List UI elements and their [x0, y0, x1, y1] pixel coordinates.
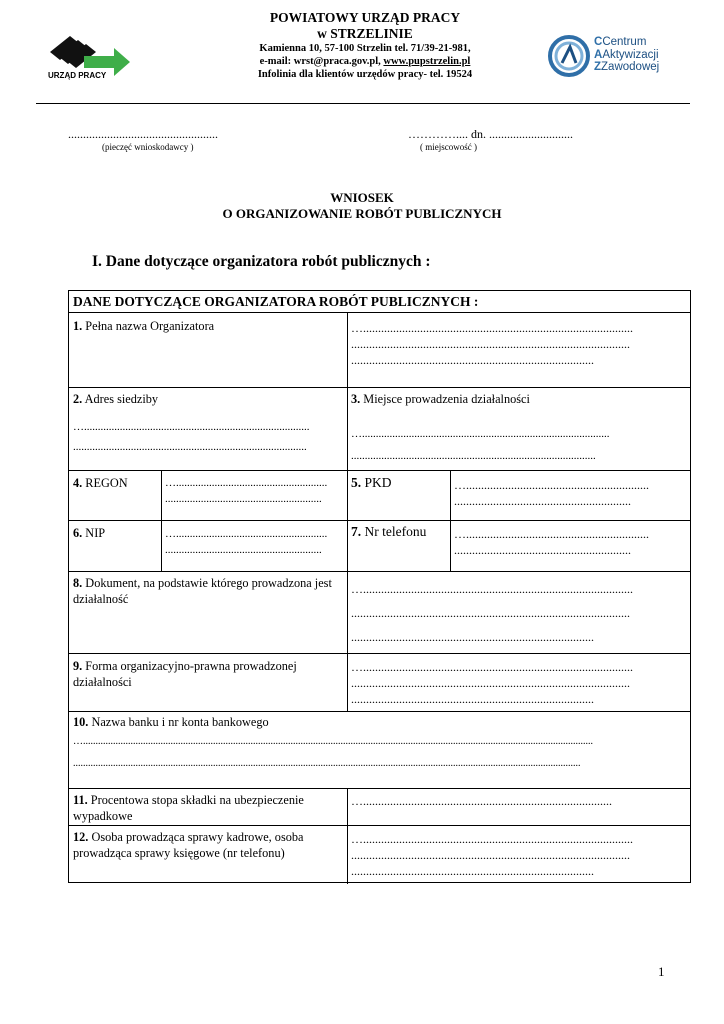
stamp-caption: (pieczęć wnioskodawcy ) — [102, 142, 194, 152]
field-label-address: 2. Adres siedziby — [73, 392, 159, 406]
field-input-hr-accounting[interactable]: ….......................................................................................... ............................................................................................. ................................................................................. — [351, 832, 633, 878]
field-label-full-name: 1. Pełna nazwa Organizatora — [73, 319, 215, 333]
place-date-field[interactable]: ………….... dn. ............................ — [408, 127, 573, 141]
office-header — [180, 10, 550, 81]
field-input-regon[interactable]: …....................................................... ......................................................... — [165, 477, 328, 505]
field-input-full-name[interactable]: ….......................................................................................... ............................................................................................. ................................................................................. — [351, 321, 633, 367]
field-label-pkd: 5. PKD — [351, 475, 392, 490]
office-contact: e-mail: wrst@praca.gov.pl, www.pupstrzelin.pl — [259, 56, 471, 67]
organizer-data-table — [68, 290, 691, 883]
caz-emblem-icon — [546, 33, 592, 79]
field-input-business-location[interactable]: ….......................................................................................... ......................................................................................... — [351, 428, 610, 462]
office-address: Kamienna 10, 57-100 Strzelin tel. 71/39-21-981, — [259, 43, 471, 54]
office-city: w STRZELINIE — [317, 26, 413, 41]
field-label-document: 8. Dokument, na podstawie którego prowadzona jest działalność — [73, 576, 332, 606]
stamp-field[interactable]: .................................................. — [68, 127, 218, 141]
office-hotline: Infolinia dla klientów urzędów pracy- tel. 19524 — [257, 69, 473, 80]
field-label-bank: 10. Nazwa banku i nr konta bankowego — [73, 715, 269, 729]
section-heading: I. Dane dotyczące organizatora robót publicznych : — [92, 253, 431, 270]
page-number: 1 — [658, 964, 665, 979]
field-label-phone: 7. Nr telefonu — [351, 524, 427, 539]
field-input-document[interactable]: ….......................................................................................... ............................................................................................. ................................................................................. — [351, 582, 633, 644]
place-caption: ( miejscowość ) — [420, 142, 477, 152]
field-input-phone[interactable]: …............................................................. ........................................................... — [454, 527, 649, 557]
field-label-hr-accounting: 12. Osoba prowadząca sprawy kadrowe, osoba prowadząca sprawy księgowe (nr telefonu) — [73, 830, 304, 860]
logo-right-line3: ZZawodowej — [594, 61, 660, 73]
field-input-accident-rate[interactable]: …................................................................................... — [351, 794, 612, 808]
logo-right-line1: CCentrum — [594, 36, 647, 48]
field-input-pkd[interactable]: …............................................................. ........................................................... — [454, 478, 649, 508]
table-heading: DANE DOTYCZĄCE ORGANIZATORA ROBÓT PUBLICZNYCH : — [73, 294, 479, 309]
field-label-nip: 6. NIP — [73, 526, 106, 540]
website-link[interactable]: www.pupstrzelin.pl — [383, 56, 471, 67]
logo-left-text: URZĄD PRACY — [48, 71, 107, 80]
field-input-legal-form[interactable]: ….......................................................................................... ............................................................................................. ................................................................................. — [351, 660, 633, 706]
field-label-legal-form: 9. Forma organizacyjno-prawna prowadzonej działalności — [73, 659, 297, 689]
field-label-regon: 4. REGON — [73, 476, 128, 490]
header-divider — [36, 103, 690, 104]
field-label-accident-rate: 11. Procentowa stopa składki na ubezpieczenie wypadkowe — [73, 793, 304, 823]
urzad-pracy-logo — [44, 34, 132, 82]
logo-right-line2: AAktywizacji — [594, 48, 659, 61]
caz-logo — [546, 33, 676, 79]
field-input-bank[interactable]: …............................................................................................................................................................................................................ ........................................................................................................................................................................................................... — [73, 736, 593, 769]
field-input-address[interactable]: ….................................................................................. ..................................................................................... — [73, 421, 310, 453]
office-name: POWIATOWY URZĄD PRACY — [269, 10, 461, 25]
field-label-business-location: 3. Miejsce prowadzenia działalności — [351, 392, 530, 406]
field-input-nip[interactable]: …....................................................... ......................................................... — [165, 528, 328, 556]
document-title: WNIOSEK O ORGANIZOWANIE ROBÓT PUBLICZNYCH — [222, 190, 502, 221]
